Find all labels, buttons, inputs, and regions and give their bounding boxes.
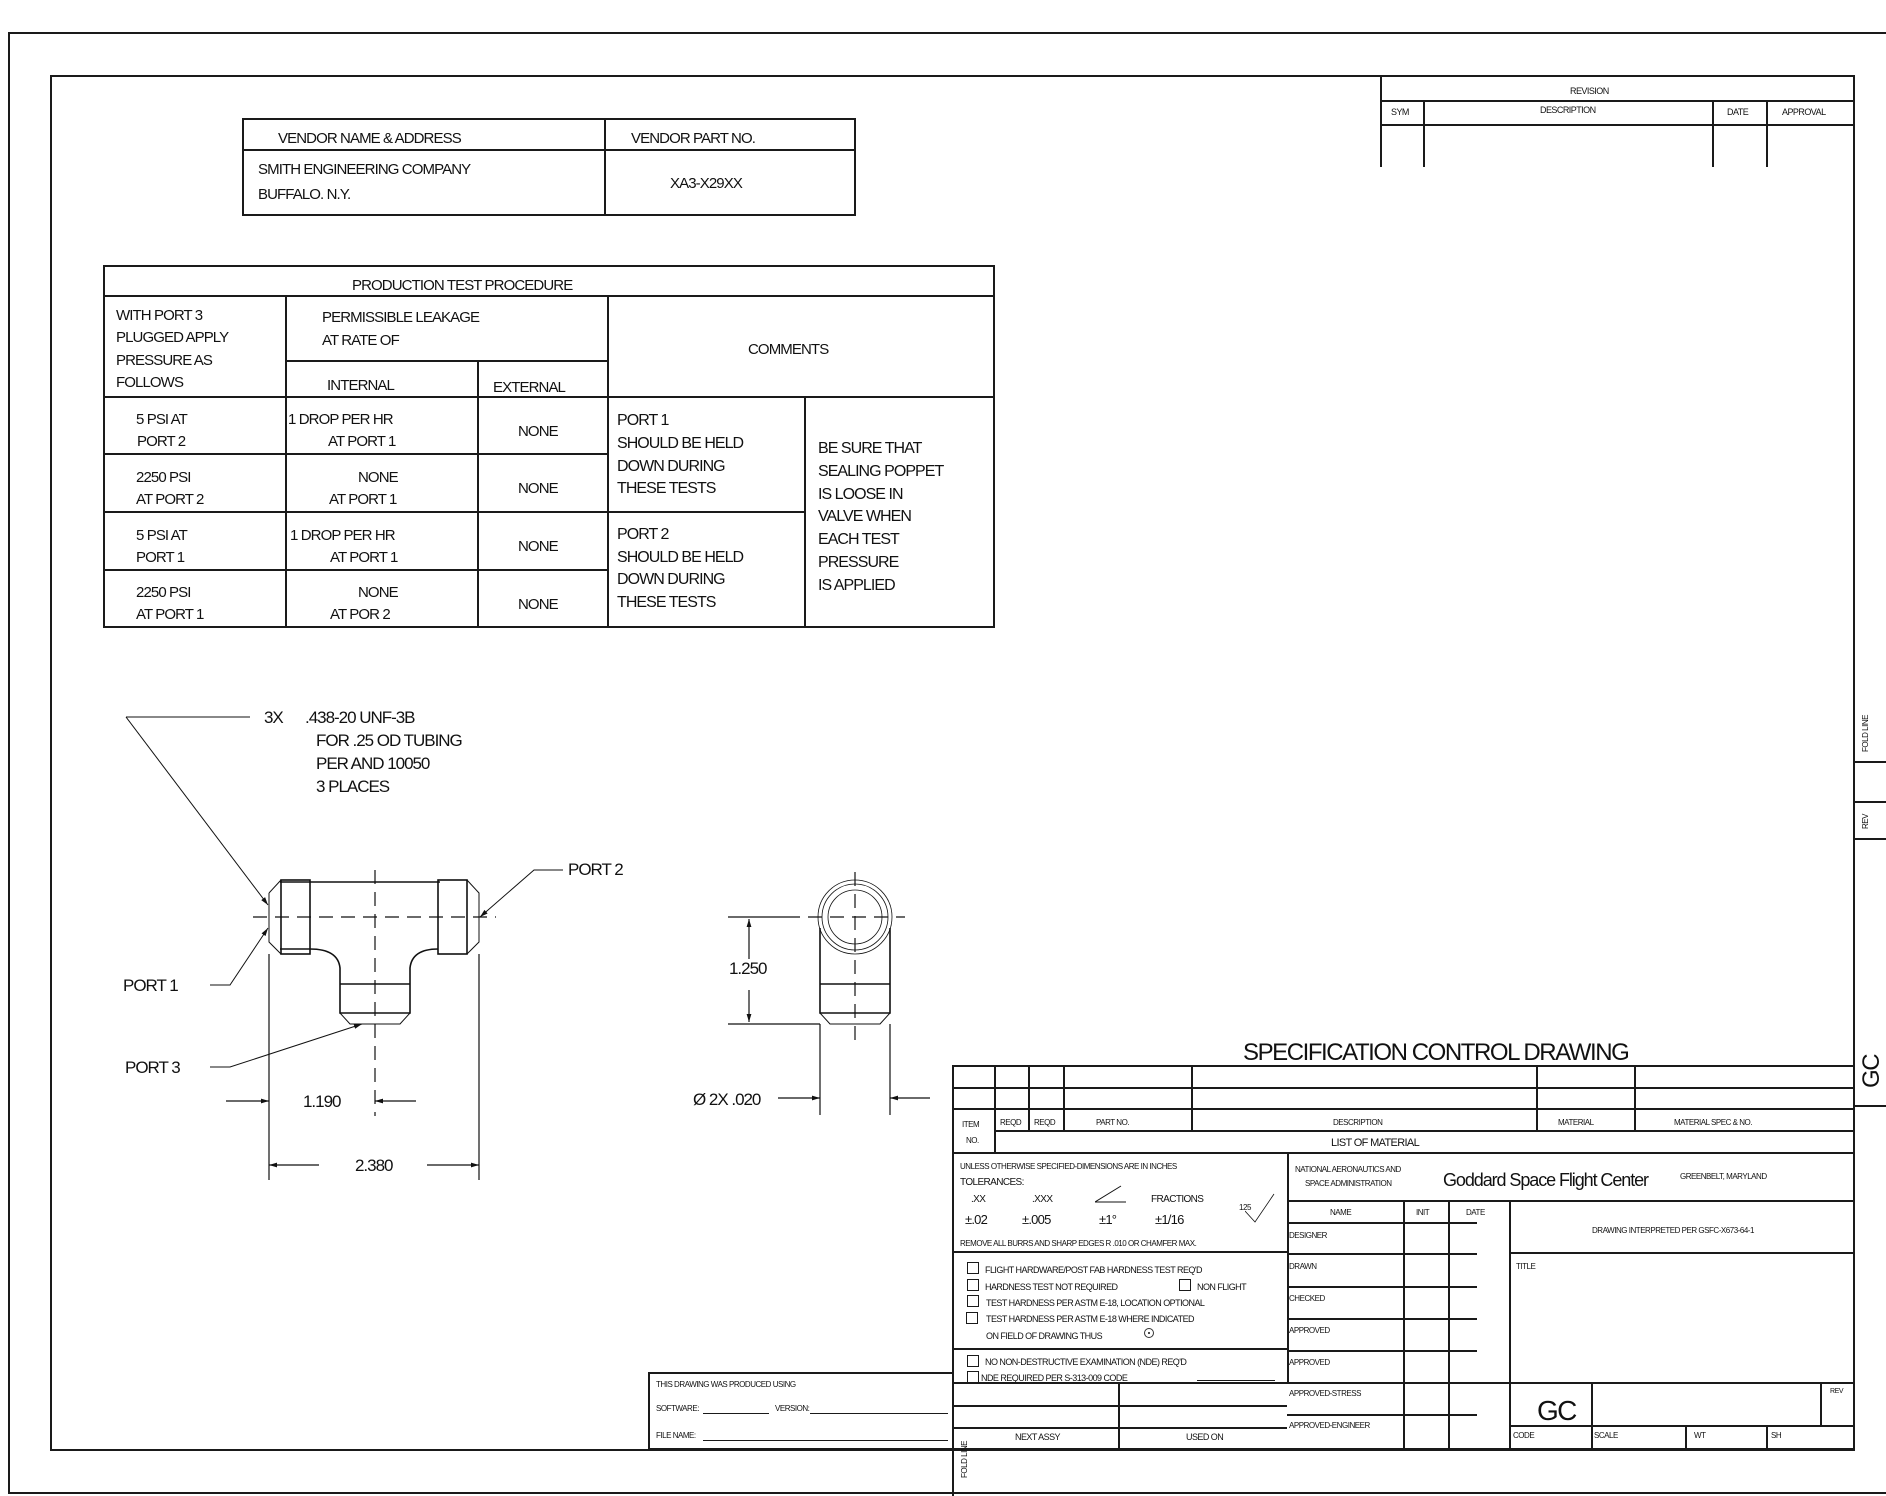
tee-fitting-drawing	[0, 0, 1000, 1200]
location: GREENBELT, MARYLAND	[1680, 1172, 1767, 1181]
checkbox-astm-location-optional[interactable]	[967, 1295, 979, 1307]
row1-internal-line2: AT PORT 1	[328, 433, 396, 450]
hardness-field-note: ON FIELD OF DRAWING THUS	[986, 1331, 1103, 1341]
vendor-name-header: VENDOR NAME & ADDRESS	[278, 130, 461, 147]
bom-material-header: MATERIAL	[1558, 1118, 1594, 1127]
thread-callout-line1: .438-20 UNF-3B	[305, 708, 415, 727]
checkbox-non-flight-label: NON FLIGHT	[1197, 1282, 1247, 1292]
title-label: TITLE	[1516, 1262, 1536, 1271]
checkbox-hardness-not-required[interactable]	[967, 1279, 979, 1291]
tolerances-label: TOLERANCES:	[960, 1177, 1024, 1188]
tol-xx-label: .XX	[971, 1194, 986, 1205]
revision-col-description: DESCRIPTION	[1540, 105, 1596, 115]
margin-fold-line: FOLD LINE	[1861, 714, 1870, 752]
angle-symbol-icon	[1095, 1185, 1127, 1203]
vendor-name-line2: BUFFALO. N.Y.	[258, 186, 351, 203]
row3-internal-line2: AT PORT 1	[330, 549, 398, 566]
burr-note: REMOVE ALL BURRS AND SHARP EDGES R .010 OR CHAMFER MAX.	[960, 1239, 1197, 1248]
signoff-approved-engineer: APPROVED-ENGINEER	[1289, 1421, 1370, 1430]
bom-item-no-header: NO.	[966, 1136, 979, 1145]
bom-reqd2-header: REQD	[1034, 1118, 1056, 1127]
bottom-scale-label: SCALE	[1594, 1431, 1618, 1440]
file-name-field[interactable]	[703, 1440, 948, 1441]
comments-header: COMMENTS	[748, 341, 829, 358]
external-header: EXTERNAL	[493, 379, 565, 396]
dim-half-width: 1.190	[303, 1092, 341, 1111]
tol-xxx-label: .XXX	[1032, 1194, 1053, 1205]
leakage-header-line1: PERMISSIBLE LEAKAGE	[322, 309, 480, 326]
row3-pressure-line1: 5 PSI AT	[136, 527, 187, 544]
row2-internal-line2: AT PORT 1	[329, 491, 397, 508]
row1-internal-line1: 1 DROP PER HR	[288, 411, 393, 428]
revision-col-date: DATE	[1727, 107, 1749, 117]
vendor-name-line1: SMITH ENGINEERING COMPANY	[258, 161, 471, 178]
thread-callout-line4: 3 PLACES	[316, 777, 390, 796]
drawing-type-title: SPECIFICATION CONTROL DRAWING	[1243, 1039, 1629, 1066]
revision-col-sym: SYM	[1391, 107, 1409, 117]
center-name: Goddard Space Flight Center	[1443, 1170, 1648, 1190]
row4-pressure-line2: AT PORT 1	[136, 606, 204, 623]
signoff-drawn: DRAWN	[1289, 1262, 1317, 1271]
software-field[interactable]	[703, 1413, 769, 1414]
checkbox-nde-required-label: NDE REQUIRED PER S-313-009 CODE	[981, 1373, 1128, 1383]
port3-label: PORT 3	[125, 1058, 180, 1077]
next-assy-label: NEXT ASSY	[1015, 1432, 1060, 1442]
indicator-dot-icon	[1144, 1328, 1154, 1338]
revision-title: REVISION	[1570, 86, 1609, 96]
list-of-material-label: LIST OF MATERIAL	[1331, 1137, 1420, 1149]
bottom-sh-label: SH	[1771, 1431, 1782, 1440]
col1-header-line4: FOLLOWS	[116, 374, 184, 391]
col1-header-line1: WITH PORT 3	[116, 307, 203, 324]
row2-pressure-line2: AT PORT 2	[136, 491, 204, 508]
thread-callout-line3: PER AND 10050	[316, 754, 430, 773]
thread-callout-line2: FOR .25 OD TUBING	[316, 731, 462, 750]
signoff-approved-stress: APPROVED-STRESS	[1289, 1389, 1361, 1398]
agency-line2: SPACE ADMINISTRATION	[1305, 1179, 1392, 1188]
bom-material-spec-header: MATERIAL SPEC & NO.	[1674, 1118, 1753, 1127]
tol-xx-value: ±.02	[965, 1212, 988, 1227]
dim-diameter: Ø 2X .020	[693, 1090, 761, 1109]
test-procedure-title: PRODUCTION TEST PROCEDURE	[352, 277, 573, 294]
signoff-header-date: DATE	[1466, 1208, 1485, 1217]
signoff-header-name: NAME	[1330, 1208, 1352, 1217]
signoff-designer: DESIGNER	[1289, 1231, 1327, 1240]
nde-code-field[interactable]	[1197, 1380, 1275, 1381]
port1-label: PORT 1	[123, 976, 178, 995]
row4-pressure-line1: 2250 PSI	[136, 584, 191, 601]
row3-external: NONE	[518, 538, 558, 555]
signoff-approved-1: APPROVED	[1289, 1326, 1330, 1335]
bom-reqd1-header: REQD	[1000, 1118, 1022, 1127]
row2-external: NONE	[518, 480, 558, 497]
software-note: THIS DRAWING WAS PRODUCED USING	[656, 1380, 796, 1389]
bottom-wt-label: WT	[1694, 1431, 1706, 1440]
row1-external: NONE	[518, 423, 558, 440]
checkbox-no-nde[interactable]	[967, 1355, 979, 1367]
margin-rev-label: REV	[1861, 813, 1870, 829]
col1-header-line2: PLUGGED APPLY	[116, 329, 229, 346]
checkbox-astm-location-optional-label: TEST HARDNESS PER ASTM E-18, LOCATION OPTIONAL	[986, 1298, 1205, 1308]
rev-label: REV	[1830, 1388, 1844, 1395]
row2-internal-line1: NONE	[358, 469, 398, 486]
row4-external: NONE	[518, 596, 558, 613]
row1-pressure-line2: PORT 2	[137, 433, 186, 450]
agency-line1: NATIONAL AERONAUTICS AND	[1295, 1165, 1401, 1174]
bottom-fold-line: FOLD LINE	[960, 1440, 969, 1478]
checkbox-astm-where-indicated-label: TEST HARDNESS PER ASTM E-18 WHERE INDICATED	[986, 1314, 1194, 1324]
checkbox-flight-hardware[interactable]	[967, 1262, 979, 1274]
surface-finish-icon	[1245, 1193, 1275, 1223]
dim-height: 1.250	[729, 959, 767, 978]
margin-code-gc: GC	[1858, 1054, 1885, 1088]
bom-description-header: DESCRIPTION	[1333, 1118, 1383, 1127]
vendor-part-no-header: VENDOR PART NO.	[631, 130, 756, 147]
row4-internal-line2: AT POR 2	[330, 606, 390, 623]
tol-fractions-label: FRACTIONS	[1151, 1194, 1204, 1205]
bom-part-no-header: PART NO.	[1096, 1118, 1130, 1127]
col1-header-line3: PRESSURE AS	[116, 352, 212, 369]
checkbox-astm-where-indicated[interactable]	[966, 1312, 978, 1324]
interpretation-note: DRAWING INTERPRETED PER GSFC-X673-64-1	[1592, 1226, 1754, 1235]
row3-pressure-line2: PORT 1	[136, 549, 185, 566]
row1-pressure-line1: 5 PSI AT	[136, 411, 187, 428]
file-name-label: FILE NAME:	[656, 1431, 696, 1440]
bottom-code-label: CODE	[1513, 1431, 1535, 1440]
signoff-checked: CHECKED	[1289, 1294, 1325, 1303]
software-label: SOFTWARE:	[656, 1404, 699, 1413]
row4-internal-line1: NONE	[358, 584, 398, 601]
checkbox-flight-hardware-label: FLIGHT HARDWARE/POST FAB HARDNESS TEST REQ'D	[985, 1265, 1203, 1275]
internal-header: INTERNAL	[327, 377, 394, 394]
bom-item-header: ITEM	[962, 1120, 980, 1129]
signoff-approved-2: APPROVED	[1289, 1358, 1330, 1367]
leakage-header-line2: AT RATE OF	[322, 332, 399, 349]
version-label: VERSION:	[775, 1404, 810, 1413]
code-value: GC	[1537, 1395, 1576, 1426]
vendor-part-no: XA3-X29XX	[670, 175, 742, 192]
version-field[interactable]	[810, 1413, 948, 1414]
tolerances-note: UNLESS OTHERWISE SPECIFIED-DIMENSIONS ARE IN INCHES	[960, 1162, 1177, 1171]
thread-callout-qty: 3X	[264, 708, 283, 727]
checkbox-non-flight[interactable]	[1179, 1279, 1191, 1291]
checkbox-no-nde-label: NO NON-DESTRUCTIVE EXAMINATION (NDE) REQ'D	[985, 1357, 1187, 1367]
used-on-label: USED ON	[1186, 1432, 1224, 1442]
tol-angle-value: ±1°	[1099, 1212, 1117, 1227]
row2-pressure-line1: 2250 PSI	[136, 469, 191, 486]
signoff-header-init: INIT	[1416, 1208, 1430, 1217]
row3-internal-line1: 1 DROP PER HR	[290, 527, 395, 544]
port2-label: PORT 2	[568, 860, 623, 879]
checkbox-hardness-not-required-label: HARDNESS TEST NOT REQUIRED	[985, 1282, 1118, 1292]
surface-finish-value: 125	[1239, 1203, 1251, 1212]
tol-fractions-value: ±1/16	[1155, 1212, 1184, 1227]
dim-full-width: 2.380	[355, 1156, 393, 1175]
revision-col-approval: APPROVAL	[1782, 107, 1826, 117]
tol-xxx-value: ±.005	[1022, 1212, 1051, 1227]
